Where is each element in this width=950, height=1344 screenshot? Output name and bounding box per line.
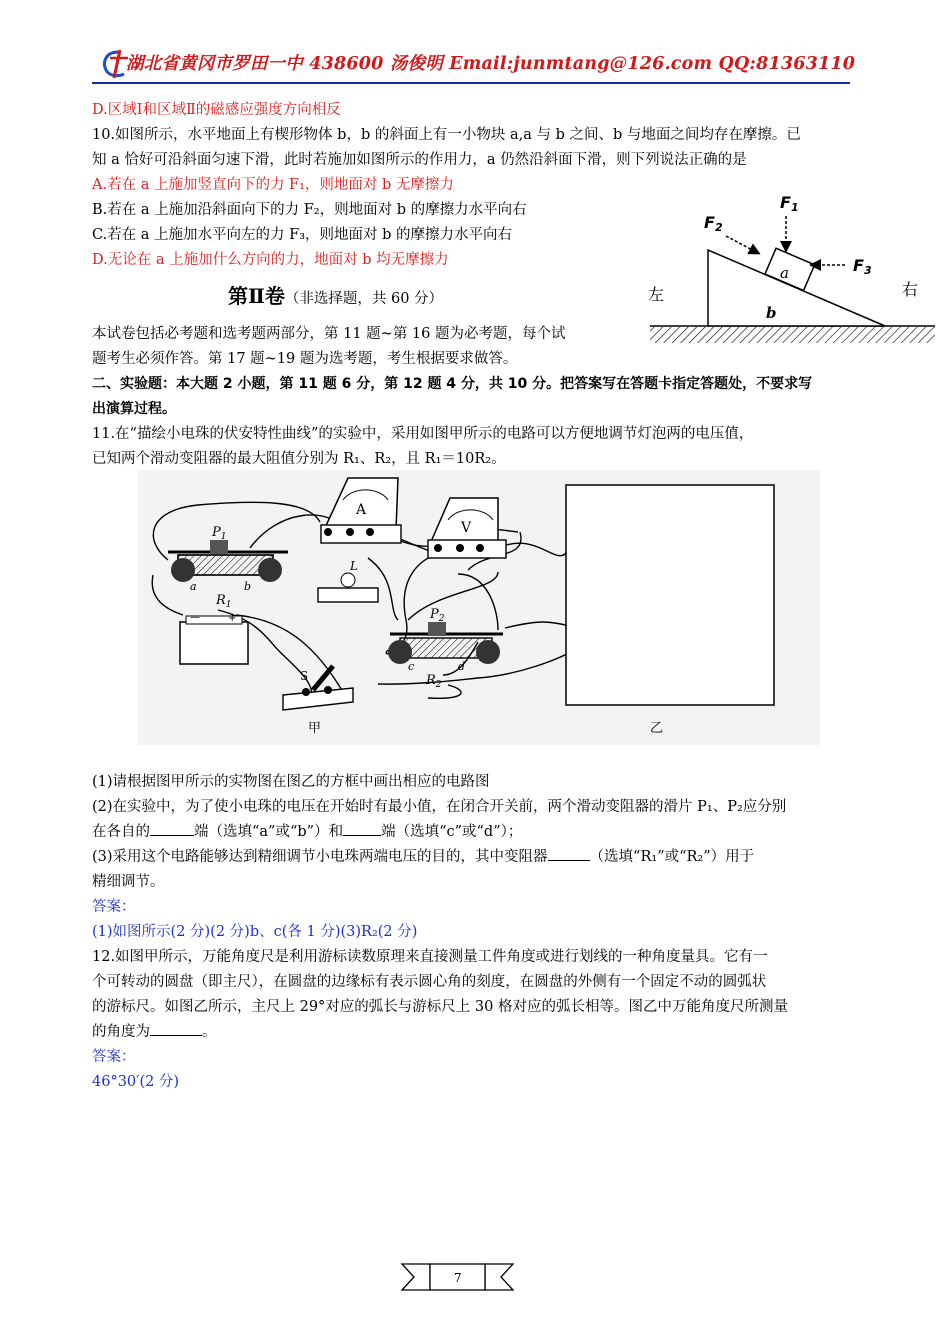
q11-stem-line2: 已知两个滑动变阻器的最大阻值分别为 R₁、R₂，且 R₁＝10R₂。 (92, 451, 506, 467)
r1-terminal-a: a (190, 580, 197, 593)
svg-text:—: — (190, 612, 200, 623)
page-number-badge (400, 1262, 515, 1292)
page-number: 7 (454, 1271, 462, 1285)
label-f1: F1 (780, 193, 799, 214)
answer-blank-1 (150, 821, 194, 836)
q11-part1: (1)请根据图甲所示的实物图在图乙的方框中画出相应的电路图 (92, 774, 490, 790)
q12-answer-label: 答案： (92, 1049, 136, 1065)
q10-stem-line1: 10.如图所示，水平地面上有楔形物体 b，b 的斜面上有一小物块 a,a 与 b 之间、b 与地面之间均存在摩擦。已 (92, 127, 801, 143)
q11-answer-label: 答案： (92, 899, 136, 915)
r2-label: $R_2$ (426, 673, 442, 690)
q11-part3-text-a: (3)采用这个电路能够达到精细调节小电珠两端电压的目的，其中变阻器 (92, 849, 548, 865)
section2-title: 第Ⅱ卷 (228, 284, 285, 308)
section2-heading (228, 284, 443, 312)
wedge-figure (640, 188, 940, 348)
force-f2-arrow (726, 236, 758, 253)
q11-part3-text-b: （选填“R₁”或“R₂”）用于 (589, 849, 755, 865)
q11-part3-line2: 精细调节。 (92, 874, 165, 890)
q10-option-b: B.若在 a 上施加沿斜面向下的力 F₂，则地面对 b 的摩擦力水平向右 (92, 202, 527, 218)
q11-part2-line2 (92, 820, 522, 845)
p2-label: $P_2$ (430, 607, 445, 624)
r1-terminal-b: b (244, 580, 252, 593)
section2-subtitle: （非选择题，共 60 分） (284, 291, 444, 307)
q10-option-a: A.若在 a 上施加竖直向下的力 F₁，则地面对 b 无摩擦力 (92, 177, 454, 193)
answer-blank-4 (150, 1021, 202, 1036)
label-f3: F3 (853, 256, 872, 277)
part2-heading-line2: 出演算过程。 (92, 401, 176, 417)
label-b: b (766, 304, 777, 322)
q9-option-d: D.区域Ⅰ和区域Ⅱ的磁感应强度方向相反 (92, 102, 341, 118)
q11-part3-line1 (92, 845, 754, 870)
q10-stem-line2: 知 a 恰好可沿斜面匀速下滑，此时若施加如图所示的作用力，a 仍然沿斜面下滑，则下列说法正确的是 (92, 152, 747, 168)
part2-heading-line1: 二、实验题：本大题 2 小题，第 11 题 6 分，第 12 题 4 分，共 10 分。把答案写在答题卡指定答题处，不要求写 (92, 376, 813, 392)
label-left: 左 (648, 285, 665, 304)
label-a: a (780, 264, 789, 282)
q11-part2-text-a: 在各自的 (92, 824, 150, 840)
r2-terminal-d: d (458, 660, 466, 673)
q11-answer: (1)如图所示(2 分)(2 分)b、c(各 1 分)(3)R₂(2 分) (92, 924, 418, 940)
q11-stem-line1: 11.在“描绘小电珠的伏安特性曲线”的实验中，采用如图甲所示的电路可以方便地调节灯泡两的电压值， (92, 426, 754, 442)
answer-blank-3 (548, 846, 590, 861)
p1-label: $P_1$ (212, 525, 227, 542)
figure-yi-label: 乙 (650, 721, 664, 736)
switch-label: S (300, 669, 309, 683)
label-f2: F2 (704, 213, 723, 234)
q11-part2-line1: (2)在实验中，为了使小电珠的电压在开始时有最小值，在闭合开关前，两个滑动变阻器的滑片 P₁、P₂应分别 (92, 799, 787, 815)
q10-option-c: C.若在 a 上施加水平向左的力 F₃，则地面对 b 的摩擦力水平向右 (92, 227, 513, 243)
r1-label: $R_1$ (216, 593, 232, 610)
section2-intro-line1: 本试卷包括必考题和选考题两部分，第 11 题~第 16 题为必考题，每个试 (92, 326, 566, 342)
q12-stem-line2: 个可转动的圆盘（即主尺），在圆盘的边缘标有表示圆心角的刻度，在圆盘的外侧有一个固定不动的圆弧状 (92, 974, 767, 990)
section2-intro-line2: 题考生必须作答。第 17 题~19 题为选考题，考生根据要求做答。 (92, 351, 518, 367)
q11-part2-text-b: 端（选填“a”或“b”）和 (194, 824, 344, 840)
lamp-label: L (350, 559, 358, 573)
page-header (92, 46, 856, 84)
ammeter-label: A (356, 502, 367, 518)
header-text: 湖北省黄冈市罗田一中 438600 汤俊明 Email:junmtang@126.com QQ:81363110 (126, 54, 856, 74)
q12-stem-line3: 的游标尺。如图乙所示，主尺上 29°对应的弧长与游标尺上 30 格对应的弧长相等。图乙中万能角度尺所测量 (92, 999, 788, 1015)
answer-blank-2 (343, 821, 381, 836)
q12-stem-line4 (92, 1020, 217, 1045)
svg-text:+: + (228, 613, 237, 624)
voltmeter-label: V (461, 520, 472, 536)
r2-terminal-c: c (408, 660, 415, 673)
q12-stem-line1: 12.如图甲所示，万能角度尺是利用游标读数原理来直接测量工件角度或进行划线的一种角度量具。它有一 (92, 949, 768, 965)
q12-stem-text: 的角度为 (92, 1024, 150, 1040)
label-right: 右 (902, 280, 919, 299)
ground-hatch (650, 327, 935, 343)
figure-yi-box (566, 485, 774, 705)
q12-stem-end: 。 (202, 1024, 217, 1040)
q12-answer: 46°30′(2 分) (92, 1074, 180, 1090)
q11-part2-text-c: 端（选填“c”或“d”）； (381, 824, 523, 840)
battery (180, 612, 248, 664)
figure-jia-label: 甲 (308, 721, 322, 736)
circuit-figure (138, 470, 820, 745)
q10-option-d: D.无论在 a 上施加什么方向的力，地面对 b 均无摩擦力 (92, 252, 449, 268)
